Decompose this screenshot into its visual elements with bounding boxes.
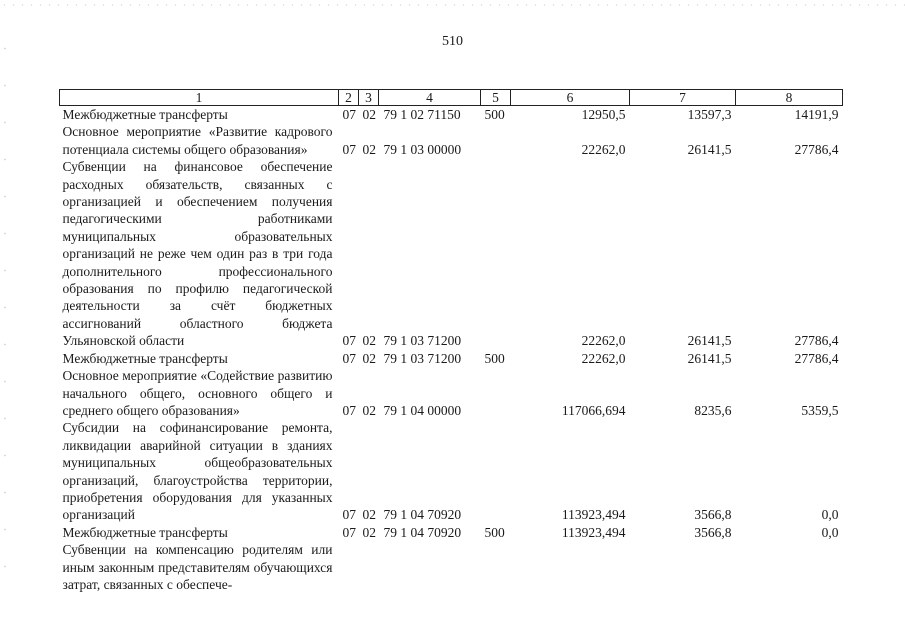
row-target-article: 79 1 03 71200 [383,333,462,349]
row-subsection-code: 02 [362,507,376,523]
scan-noise-left-edge [3,30,7,590]
row-amount-col-8: 27786,4 [794,333,839,349]
row-target-article: 79 1 03 71200 [383,350,462,366]
row-amount-col-6: 113923,494 [561,524,626,540]
row-section-code: 07 [342,350,356,366]
row-section-code [339,541,359,593]
header-col-4: 4 [379,90,481,106]
row-expense-type: 500 [484,350,505,366]
table-row [60,367,843,419]
row-section-code: 07 [342,333,356,349]
row-target-article: 79 1 02 71150 [383,107,461,122]
row-amount-col-7: 26141,5 [687,333,732,349]
row-target-article: 79 1 04 70920 [383,507,462,523]
row-amount-col-8: 5359,5 [801,402,839,418]
row-amount-col-8: 0,0 [821,507,839,523]
budget-table [59,89,843,593]
row-amount-col-7: 26141,5 [687,141,732,157]
row-amount-col-6: 113923,494 [561,507,626,523]
header-col-6: 6 [511,90,630,106]
row-amount-col-7: 8235,6 [694,402,732,418]
row-expense-type [481,419,511,523]
row-subsection-code: 02 [362,333,376,349]
row-expense-type [481,367,511,419]
row-target-article: 79 1 03 00000 [383,141,462,157]
table-row [60,350,843,367]
row-subsection-code: 02 [362,350,376,366]
row-description: Межбюджетные трансферты [62,107,228,122]
header-col-2: 2 [339,90,359,106]
row-subsection-code: 02 [362,107,376,122]
row-amount-col-8: 0,0 [821,524,839,540]
row-expense-type: 500 [484,107,505,122]
row-subsection-code: 02 [362,524,376,540]
table-row [60,524,843,541]
row-target-article: 79 1 04 70920 [383,524,462,540]
row-subsection-code: 02 [362,402,376,418]
row-description: Субсидии на софинансирование ремонта, ликвидации аварийной ситуации в зданиях муниципальных общеобразовательных организаций, благоустройства территории, приобретения оборудования для указанных организаций [62,420,333,523]
row-amount-col-7: 26141,5 [687,350,732,366]
row-description: Субвенции на финансовое обеспечение расходных обязательств, связанных с организацией и обеспечением получения педагогическими работниками муниципальных образовательных организаций не реже чем один раз в три года дополнительного профессионального образования по профилю педагогической деятельности за счёт бюджетных ассигнований областного бюджета Ульяновской области [62,159,333,349]
row-section-code: 07 [342,107,356,122]
row-section-code: 07 [342,524,356,540]
row-amount-col-7: 3566,8 [694,524,732,540]
row-amount-col-6 [511,541,630,593]
table-row [60,419,843,523]
row-expense-type [481,123,511,158]
scan-noise-top [0,2,905,10]
row-description: Основное мероприятие «Развитие кадрового потенциала системы общего образования» [62,124,333,157]
row-subsection-code [359,541,379,593]
row-amount-col-8: 27786,4 [794,350,839,366]
row-amount-col-6: 22262,0 [581,350,626,366]
header-col-5: 5 [481,90,511,106]
row-subsection-code: 02 [362,141,376,157]
row-amount-col-7 [630,541,736,593]
row-amount-col-6: 22262,0 [581,141,626,157]
header-row [60,90,843,106]
header-col-8: 8 [736,90,843,106]
header-col-3: 3 [359,90,379,106]
row-expense-type [481,541,511,593]
row-amount-col-7: 3566,8 [694,507,732,523]
row-expense-type: 500 [484,524,505,540]
row-target-article: 79 1 04 00000 [383,402,462,418]
row-amount-col-8: 14191,9 [794,107,839,122]
row-description: Основное мероприятие «Содействие развитию начального общего, основного общего и среднего общего образования» [62,368,333,418]
row-amount-col-8: 27786,4 [794,141,839,157]
row-description: Межбюджетные трансферты [62,524,228,540]
table-row [60,541,843,593]
row-amount-col-6: 117066,694 [561,402,626,418]
page-number: 510 [442,34,463,49]
table-row [60,123,843,158]
row-amount-col-7: 13597,3 [687,107,732,122]
row-description: Субвенции на компенсацию родителям или иным законным представителям обучающихся затрат, связанных с обеспече- [62,542,333,592]
table-row [60,106,843,124]
header-col-1: 1 [60,90,339,106]
row-expense-type [481,158,511,349]
header-col-7: 7 [630,90,736,106]
row-target-article [379,541,481,593]
row-amount-col-6: 12950,5 [581,107,626,122]
row-section-code: 07 [342,141,356,157]
row-amount-col-8 [736,541,843,593]
row-section-code: 07 [342,507,356,523]
row-description: Межбюджетные трансферты [62,350,228,366]
table-row [60,158,843,349]
row-amount-col-6: 22262,0 [581,333,626,349]
table-body [60,106,843,594]
row-section-code: 07 [342,402,356,418]
